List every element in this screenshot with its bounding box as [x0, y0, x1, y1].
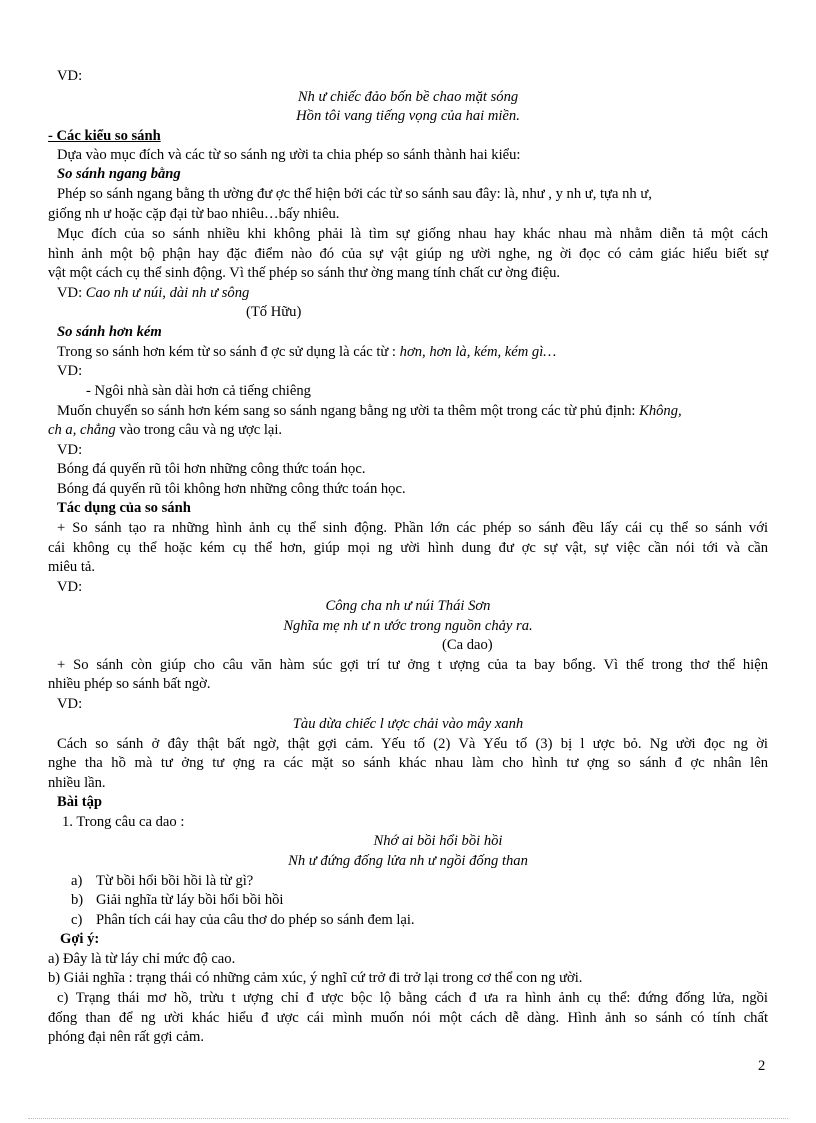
question-text: Phân tích cái hay của câu thơ do phép so sánh đem lại. [96, 912, 415, 928]
paragraph: Dựa vào mục đích và các từ so sánh ng ười ta chia phép so sánh thành hai kiểu: [57, 147, 521, 163]
paragraph: Cách so sánh ở đây thật bất ngờ, thật gợi cảm. Yếu tố (2) Và Yếu tố (3) bị l ược bỏ. Ng ười đọc ng ời [57, 736, 768, 752]
example-line: Bóng đá quyến rũ tôi không hơn những công thức toán học. [57, 481, 406, 497]
subheading-tac-dung: Tác dụng của so sánh [57, 500, 191, 516]
paragraph [57, 343, 777, 362]
subheading-ngang-bang: So sánh ngang bằng [57, 166, 181, 182]
question-text: Giải nghĩa từ láy bồi hổi bồi hồi [96, 892, 284, 908]
example-line [57, 284, 777, 303]
example-line: - Ngôi nhà sàn dài hơn cả tiếng chiêng [86, 383, 311, 399]
answer-line: a) Đây là từ láy chỉ mức độ cao. [48, 951, 236, 967]
paragraph [57, 402, 768, 421]
paragraph-text-italic: Không, [639, 403, 682, 419]
poem-line: Nghĩa mẹ nh ư n ước trong nguồn chảy ra. [283, 618, 533, 634]
paragraph-text-italic: hơn, hơn là, kém, kém gì… [399, 344, 557, 360]
paragraph: + So sánh còn giúp cho câu văn hàm súc gợi trí tư ởng t ượng của ta bay bổng. Vì thế trong thơ thể hiện [57, 657, 768, 673]
section-heading-bai-tap: Bài tập [57, 794, 103, 810]
vd-label: VD: [57, 442, 83, 458]
subheading-goi-y: Gợi ý: [60, 931, 100, 947]
answer-line: đống than để ng ười khác hiểu đ ược cái mình muốn nói một cách dễ dàng. Hình ảnh so sánh có tính chất [48, 1010, 768, 1026]
page-divider [28, 1118, 788, 1119]
paragraph [48, 421, 768, 440]
answer-line: c) Trạng thái mơ hồ, trừu t ượng chỉ đ ược bộc lộ bằng cách đ ưa ra hình ảnh cụ thể: đứng đống lửa, ngồi [57, 990, 768, 1006]
exercise-line: 1. Trong câu ca dao : [62, 814, 185, 830]
paragraph: miêu tả. [48, 559, 96, 575]
poem-line: Tàu dừa chiếc l ược chải vào mây xanh [292, 716, 524, 732]
poem-line: Hồn tôi vang tiếng vọng của hai miền. [296, 108, 520, 124]
example-line: Bóng đá quyến rũ tôi hơn những công thức toán học. [57, 461, 366, 477]
paragraph-text: Muốn chuyển so sánh hơn kém sang so sánh ngang bằng ng ười ta thêm một trong các từ phủ định: [57, 403, 640, 419]
question-label: b) [71, 892, 84, 908]
section-heading-cac-kieu: - Các kiểu so sánh [48, 128, 161, 144]
question-label: a) [71, 873, 83, 889]
poem-line: Công cha nh ư núi Thái Sơn [325, 598, 491, 614]
vd-label: VD: [57, 285, 86, 301]
paragraph: hình ảnh một bộ phận hay đặc điểm nào đó của sự vật giúp ng ười nghe, ng ời đọc có cảm giác hiểu biết sự [48, 246, 768, 262]
question-label: c) [71, 912, 83, 928]
vd-label: VD: [57, 363, 83, 379]
paragraph: Mục đích của so sánh nhiều khi không phải là tìm sự giống nhau hay khác nhau mà nhằm diễn tả một cách [57, 226, 768, 242]
paragraph-text: Trong so sánh hơn kém từ so sánh đ ợc sử dụng là các từ : [57, 344, 400, 360]
paragraph: nhiều phép so sánh bất ngờ. [48, 676, 211, 692]
paragraph-text: vào trong câu và ng ược lại. [115, 422, 283, 438]
example-text: Cao nh ư núi, dài nh ư sông [85, 285, 250, 301]
paragraph: nghe tha hồ mà tư ởng tư ợng ra các mặt so sánh khác nhau làm cho hình tư ợng so sánh đ ợc nhân lên [48, 755, 768, 771]
source-citation: (Tố Hữu) [246, 304, 302, 320]
paragraph: vật một cách cụ thể sinh động. Vì thế phép so sánh thư ờng mang tính chất cư ờng điệu. [48, 265, 561, 281]
poem-line: Nh ư đứng đống lửa nh ư ngồi đống than [288, 853, 528, 869]
vd-label: VD: [57, 696, 83, 712]
vd-label: VD: [57, 579, 83, 595]
answer-line: phóng đại nên rất gợi cảm. [48, 1029, 205, 1045]
subheading-hon-kem: So sánh hơn kém [57, 324, 162, 340]
source-citation: (Ca dao) [442, 637, 493, 653]
vd-label: VD: [57, 68, 83, 84]
paragraph-text-italic: ch a, chẳng [48, 422, 116, 438]
page-number: 2 [758, 1058, 766, 1074]
question-text: Từ bồi hổi bồi hồi là từ gì? [96, 873, 254, 889]
paragraph: cái không cụ thể hoặc kém cụ thể hơn, giúp mọi ng ười hình dung đư ợc sự vật, sự việc cần nói tới và cần [48, 540, 768, 556]
paragraph: nhiều lần. [48, 775, 106, 791]
paragraph: giống nh ư hoặc cặp đại từ bao nhiêu…bấy nhiêu. [48, 206, 340, 222]
paragraph: + So sánh tạo ra những hình ảnh cụ thể sinh động. Phần lớn các phép so sánh đều lấy cái cụ thể so sánh với [57, 520, 768, 536]
poem-line: Nhớ ai bồi hổi bồi hồi [373, 833, 503, 849]
answer-line: b) Giải nghĩa : trạng thái có những cảm xúc, ý nghĩ cứ trở đi trở lại trong cơ thể con ng ười. [48, 970, 583, 986]
poem-line: Nh ư chiếc đảo bốn bề chao mặt sóng [297, 89, 519, 105]
paragraph: Phép so sánh ngang bằng th ường đư ợc thể hiện bởi các từ so sánh sau đây: là, như , y nh ư, tựa nh ư, [57, 186, 652, 202]
